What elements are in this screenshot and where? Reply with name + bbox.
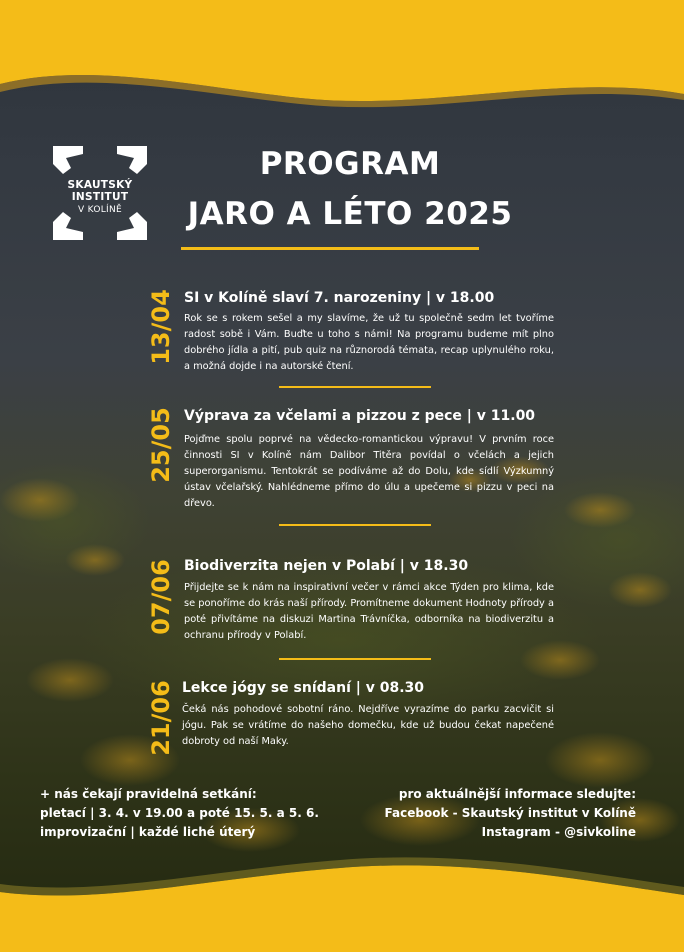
footer-right-heading: pro aktuálnější informace sledujte: xyxy=(398,787,636,801)
page-title-line-1: PROGRAM xyxy=(259,146,441,182)
logo-line-1: SKAUTSKÝ xyxy=(67,179,133,191)
event-date: 25/05 xyxy=(147,407,175,483)
footer-left-knitting: pletací | 3. 4. v 19.00 a poté 15. 5. a 5. 6. xyxy=(40,806,319,820)
event-divider xyxy=(279,524,431,526)
logo xyxy=(53,146,147,240)
event-date: 07/06 xyxy=(147,559,175,635)
event-title: Lekce jógy se snídaní | v 08.30 xyxy=(182,680,425,696)
title-divider xyxy=(181,247,479,250)
logo-line-2: INSTITUT xyxy=(71,191,129,203)
event-title: Biodiverzita nejen v Polabí | v 18.30 xyxy=(184,558,469,574)
footer-right-facebook: Facebook - Skautský institut v Kolíně xyxy=(384,806,636,820)
footer-left-heading: + nás čekají pravidelná setkání: xyxy=(40,787,257,801)
event-description: Čeká nás pohodové sobotní ráno. Nejdříve vyrazíme do parku zacvičit si jógu. Pak se vrátíme do našeho domečku, kde už budou čekat napečené dobroty od naší Maky. xyxy=(182,704,554,747)
event-date: 13/04 xyxy=(147,289,175,365)
event-title: Výprava za včelami a pizzou z pece | v 11.00 xyxy=(184,408,536,424)
event-divider xyxy=(279,386,431,388)
page-title-line-2: JARO A LÉTO 2025 xyxy=(187,196,513,232)
event-title: SI v Kolíně slaví 7. narozeniny | v 18.00 xyxy=(184,290,495,306)
logo-line-3: V KOLÍNĚ xyxy=(78,205,122,215)
footer-left-improv: improvizační | každé liché úterý xyxy=(40,825,256,839)
event-date: 21/06 xyxy=(147,680,175,756)
event-description: Rok se s rokem sešel a my slavíme, že už tu společně sedm let tvoříme radost sobě i Vám. Buďte u toho s námi! Na programu budeme mít plno dobrého jídla a pití, pub quiz na různorodá témata, recap uplynulého roku, a možná dojde i na autorské čtení. xyxy=(184,313,554,372)
event-divider xyxy=(279,658,431,660)
event-description: Pojďme spolu poprvé na vědecko-romantickou výpravu! V prvním roce činnosti SI v Kolíně nám Dalibor Titěra povídal o včelách a jejich superorganismu. Tentokrát se podíváme až do Dolu, kde sídlí Výzkumný ústav včelařský. Nahlédneme přímo do úlu a upečeme si pizzu v peci na dřevo. xyxy=(184,434,554,509)
top-yellow-wave xyxy=(0,0,684,101)
footer-right-instagram: Instagram - @sivkoline xyxy=(481,825,636,839)
event-description: Přijdejte se k nám na inspirativní večer v rámci akce Týden pro klima, kde se ponoříme do krás naší přírody. Promítneme dokument Hodnoty přírody a poté přivítáme na diskuzi Martina Trávníčka, odborníka na biodiverzitu a ochranu přírody v Polabí. xyxy=(184,582,554,641)
